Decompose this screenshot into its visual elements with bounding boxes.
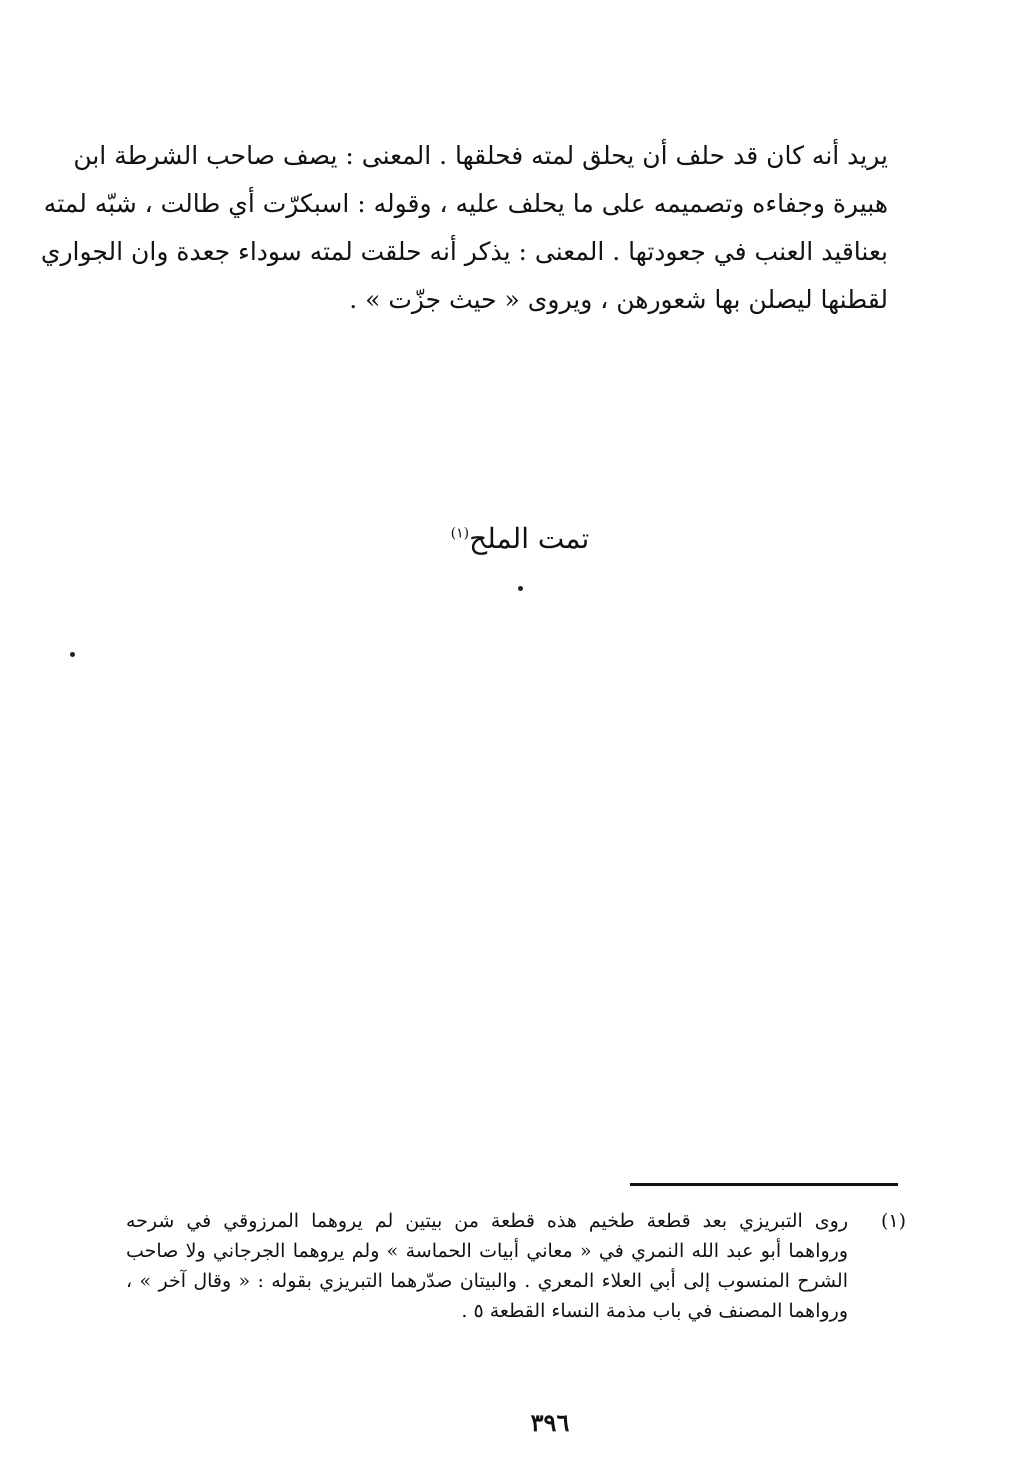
footnote-reference: (١) bbox=[450, 525, 470, 542]
main-line-1: يريد أنه كان قد حلف أن يحلق لمته فحلقها . المعنى : يصف صاحب الشرطة ابن bbox=[73, 141, 888, 170]
footnote bbox=[126, 1206, 906, 1326]
main-line-3: بعناقيد العنب في جعودتها . المعنى : يذكر أنه حلقت لمته سوداء جعدة وان الجواري bbox=[40, 237, 888, 266]
colophon-text: تمت الملح bbox=[469, 522, 590, 555]
main-paragraph bbox=[40, 132, 888, 324]
margin-dot bbox=[70, 652, 75, 657]
footnote-line-4: ورواهما المصنف في باب مذمة النساء القطعة ٥ . bbox=[461, 1300, 848, 1322]
page-number: ٣٩٦ bbox=[530, 1408, 570, 1437]
footnote-divider bbox=[630, 1183, 898, 1186]
footnote-line-3: الشرح المنسوب إلى أبي العلاء المعري . والبيتان صدّرهما التبريزي بقوله : « وقال آخر » ، bbox=[126, 1270, 848, 1292]
colophon-dot bbox=[518, 586, 523, 591]
colophon bbox=[380, 522, 660, 555]
main-line-4: لقطنها ليصلن بها شعورهن ، ويروى « حيث جزّت » . bbox=[349, 285, 888, 314]
main-line-2: هبيرة وجفاءه وتصميمه على ما يحلف عليه ، وقوله : اسبكرّت أي طالت ، شبّه لمته bbox=[43, 189, 888, 218]
footnote-line-1: روى التبريزي بعد قطعة طخيم هذه قطعة من بيتين لم يروهما المرزوقي في شرحه bbox=[126, 1210, 848, 1232]
footnote-marker: (١) bbox=[880, 1210, 906, 1232]
footnote-body bbox=[126, 1206, 848, 1326]
footnote-line-2: ورواهما أبو عبد الله النمري في « معاني أبيات الحماسة » ولم يروهما الجرجاني ولا صاحب bbox=[126, 1240, 848, 1262]
